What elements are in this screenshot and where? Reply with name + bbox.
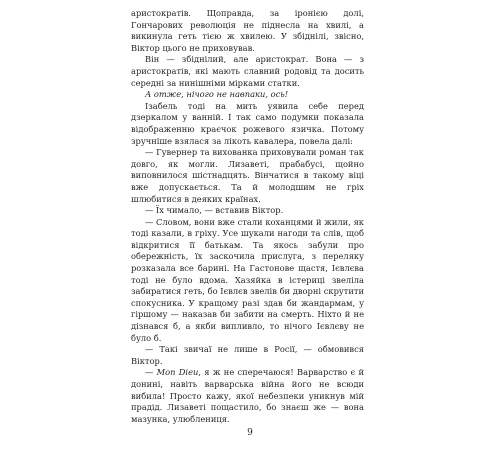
paragraph-9: — Mon Dieu, я ж не сперечаюся! Варварство є й донині, навіть варварська війна його не всюди вибила! Просто кажу, якої небезпеки уникнув мій прадід. Лизаветі пощастило, бо знаєш же — вона мазунка, улюблениця.	[131, 367, 365, 424]
paragraph-8: — Такі звичаї не лише в Росії, — обмовився Віктор.	[131, 344, 364, 366]
book-page	[131, 8, 364, 425]
page-number: 9	[247, 428, 253, 438]
paragraph-1: аристократів. Щоправда, за іронією долі, Гончарових революція не піднесла на хвилі, а викинула геть тією ж хвилею. У збіднілі, звісно, Віктор цього не приховував.	[131, 8, 364, 53]
paragraph-4: Ізабель тоді на мить уявила себе перед дзеркалом у ванній. І так само подумки показала відображенню краєчок рожевого язичка. Потому зручніше взялася за лікоть кавалера, повела далі:	[131, 100, 364, 146]
paragraph-5: — Гувернер та вихованка приховували роман так довго, як могли. Лизаветі, прабабусі, щойно виповнилося шістнадцять. Вінчатися в такому віці вже допускається. Та й молодшим не гріх шлюбитися в деяких країнах.	[131, 147, 364, 204]
paragraph-7: — Словом, вони вже стали коханцями й жили, як тоді казали, в гріху. Усе шукали нагоди та слів, щоб відкритися її батькам. Та якось забули про обережність, їх заскочила прислуга, з переляку розказала все барині. На Гастонове щастя, Ієвлєва тоді не було вдома. Хазяйка в істериці звеліла забиратися геть, бо Ієвлєв звелів би дворні скрутити спокусника. У кращому разі здав би жандармам, у гіршому — наказав би забити на смерть. Ніхто й не дізнався б, а якби випливло, то нічого Ієвлєву не було б.	[131, 216, 364, 343]
paragraph-2: Він — збіднілий, але аристократ. Вона — з аристократів, які мають славний родовід та досить середні за нинішніми мірками статки.	[131, 54, 364, 88]
french-phrase: Mon Dieu	[156, 367, 199, 378]
paragraph-6: — Їх чимало, — вставив Віктор.	[145, 205, 284, 216]
paragraph-3-italic: А отже, нічого не навпаки, ось!	[145, 89, 289, 100]
